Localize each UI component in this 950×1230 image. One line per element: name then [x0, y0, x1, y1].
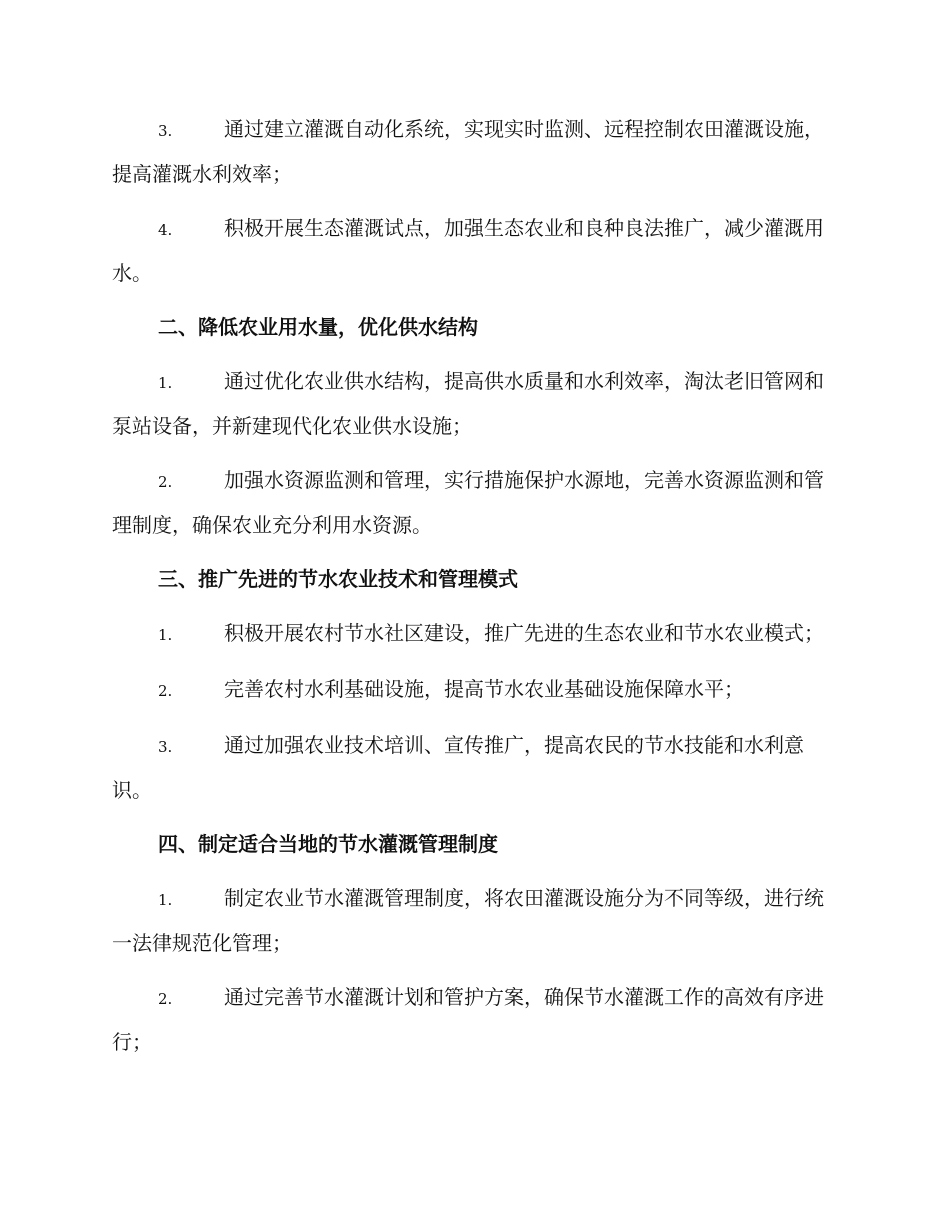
item-text: 通过优化农业供水结构，提高供水质量和水利效率，淘汰老旧管网和泵站设备，并新建现代化农业供水设施； — [112, 369, 824, 438]
item-text: 通过建立灌溉自动化系统，实现实时监测、远程控制农田灌溉设施，提高灌溉水利效率； — [112, 117, 824, 186]
item-text: 通过完善节水灌溉计划和管护方案，确保节水灌溉工作的高效有序进行； — [112, 985, 824, 1054]
section-heading: 四、制定适合当地的节水灌溉管理制度 — [158, 832, 498, 856]
item-number: 1. — [158, 626, 173, 644]
list-item — [112, 207, 834, 295]
item-text: 积极开展农村节水社区建设，推广先进的生态农业和节水农业模式； — [224, 621, 824, 645]
list-item — [112, 612, 834, 657]
item-text: 加强水资源监测和管理，实行措施保护水源地，完善水资源监测和管理制度，确保农业充分利用水资源。 — [112, 468, 824, 537]
list-item — [112, 976, 834, 1064]
list-item — [112, 877, 834, 965]
section-heading: 三、推广先进的节水农业技术和管理模式 — [158, 567, 518, 591]
item-number: 3. — [158, 738, 173, 756]
item-number: 3. — [158, 122, 173, 140]
list-item — [112, 360, 834, 448]
item-number: 1. — [158, 374, 173, 392]
list-item — [112, 108, 834, 196]
item-number: 4. — [158, 221, 173, 239]
item-text: 完善农村水利基础设施，提高节水农业基础设施保障水平； — [224, 677, 744, 701]
item-number: 2. — [158, 473, 173, 491]
item-number: 2. — [158, 990, 173, 1008]
list-item — [112, 724, 834, 812]
document-body — [112, 108, 834, 1064]
item-number: 2. — [158, 682, 173, 700]
item-number: 1. — [158, 891, 173, 909]
item-text: 制定农业节水灌溉管理制度，将农田灌溉设施分为不同等级，进行统一法律规范化管理； — [112, 886, 824, 955]
list-item — [112, 459, 834, 547]
section-heading: 二、降低农业用水量，优化供水结构 — [158, 315, 478, 339]
item-text: 积极开展生态灌溉试点，加强生态农业和良种良法推广，减少灌溉用水。 — [112, 216, 824, 285]
list-item — [112, 668, 834, 713]
item-text: 通过加强农业技术培训、宣传推广，提高农民的节水技能和水利意识。 — [112, 733, 804, 802]
